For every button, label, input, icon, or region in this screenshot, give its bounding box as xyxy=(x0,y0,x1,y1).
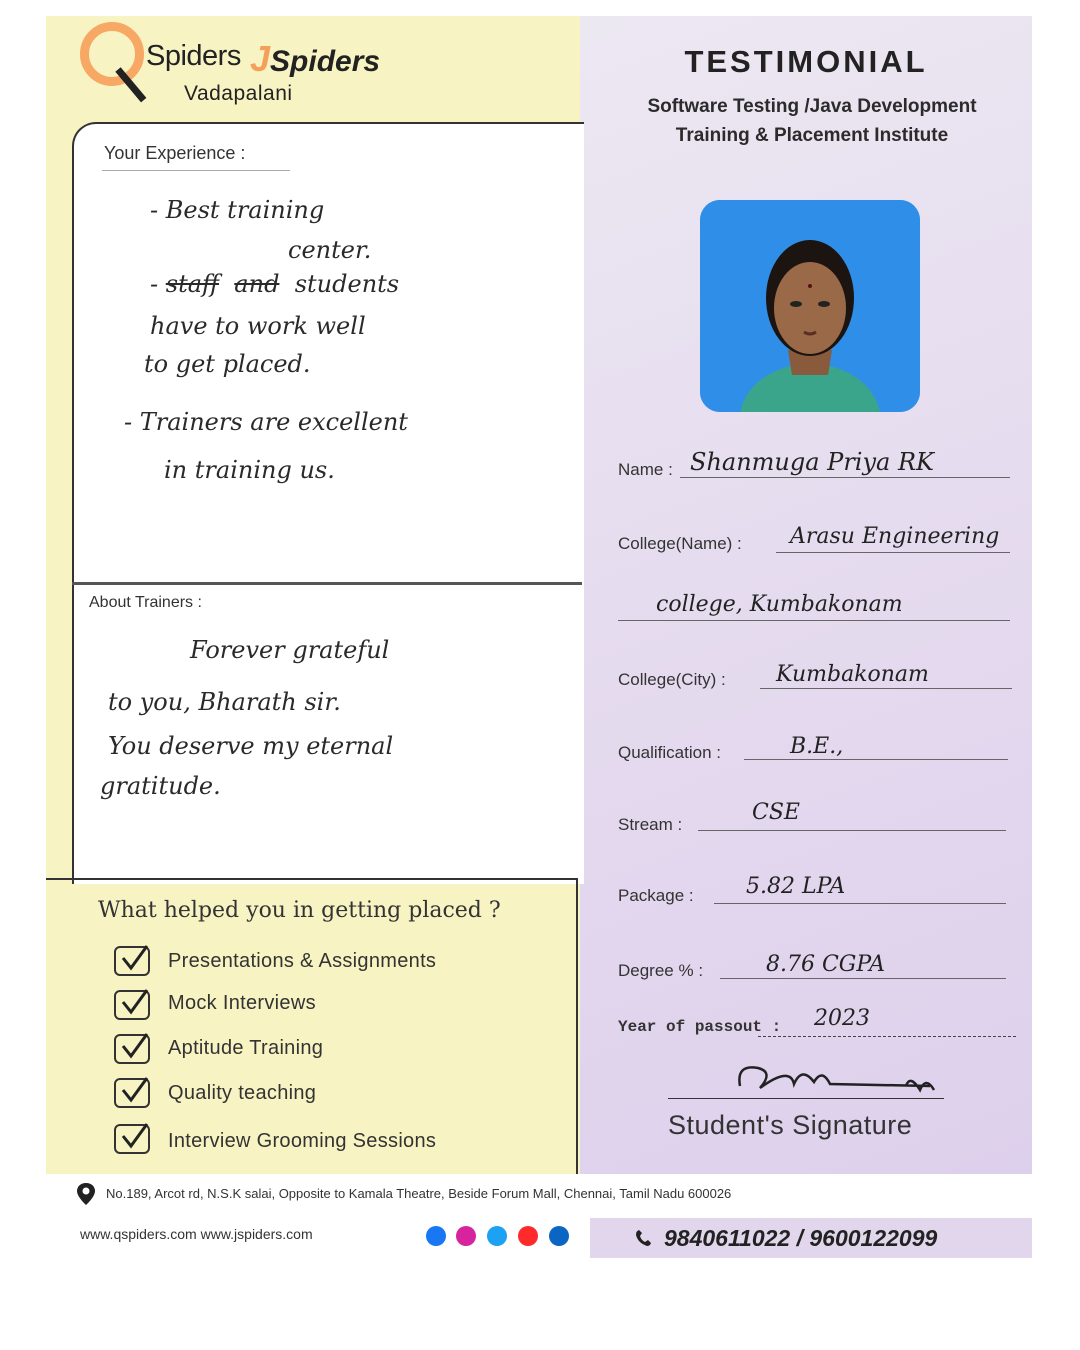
degree-value: 8.76 CGPA xyxy=(766,952,886,977)
jspiders-text: JSpiders xyxy=(250,38,381,79)
qualification-label: Qualification : xyxy=(618,743,721,762)
trainers-line: You deserve my eternal xyxy=(108,732,394,760)
package-label: Package : xyxy=(618,886,694,905)
trainers-label: About Trainers : xyxy=(89,594,202,611)
facebook-icon[interactable] xyxy=(426,1226,446,1246)
phone-numbers[interactable]: 9840611022 / 9600122099 xyxy=(664,1225,938,1251)
instagram-icon[interactable] xyxy=(456,1226,476,1246)
experience-line: have to work well xyxy=(150,312,366,340)
city-label: College(City) : xyxy=(618,670,726,689)
trainers-line: to you, Bharath sir. xyxy=(108,688,341,716)
footer-address: No.189, Arcot rd, N.S.K salai, Opposite to Kamala Theatre, Beside Forum Mall, Chennai, Tamil Nadu 600026 xyxy=(106,1186,732,1201)
experience-line: - staff and students xyxy=(150,270,400,298)
qualification-value: B.E., xyxy=(790,734,844,759)
city-value: Kumbakonam xyxy=(776,662,929,687)
help-item: Mock Interviews xyxy=(168,992,316,1014)
yop-value: 2023 xyxy=(814,1006,870,1031)
experience-line: center. xyxy=(288,236,372,264)
stream-value: CSE xyxy=(752,800,800,825)
q-logo-icon xyxy=(80,22,144,86)
checkbox-checked[interactable] xyxy=(114,946,150,976)
help-item: Interview Grooming Sessions xyxy=(168,1130,437,1152)
experience-line: - Best training xyxy=(150,196,325,224)
checkbox-checked[interactable] xyxy=(114,1034,150,1064)
twitter-icon[interactable] xyxy=(487,1226,507,1246)
help-item: Quality teaching xyxy=(168,1082,317,1104)
experience-line: in training us. xyxy=(164,456,335,484)
student-photo xyxy=(700,200,920,412)
college-label: College(Name) : xyxy=(618,534,742,553)
phone-icon xyxy=(634,1228,652,1248)
checkbox-checked[interactable] xyxy=(114,1124,150,1154)
yop-label: Year of passout : xyxy=(618,1018,782,1036)
degree-label: Degree % : xyxy=(618,961,704,980)
name-label: Name : xyxy=(618,460,673,479)
subtitle: Software Testing /Java Development Training & Placement Institute xyxy=(647,96,977,146)
trainers-line: gratitude. xyxy=(100,772,221,800)
signature-label: Student's Signature xyxy=(668,1110,913,1140)
help-item: Aptitude Training xyxy=(168,1037,324,1059)
brand-logo xyxy=(80,22,400,112)
page-title: TESTIMONIAL xyxy=(684,44,928,79)
footer-websites[interactable]: www.qspiders.com www.jspiders.com xyxy=(80,1226,313,1242)
qspiders-text: Spiders xyxy=(146,40,241,72)
experience-label: Your Experience : xyxy=(104,143,246,163)
experience-line: to get placed. xyxy=(144,350,311,378)
branch-location: Vadapalani xyxy=(184,82,293,105)
signature-scribble xyxy=(730,1056,960,1102)
trainers-line: Forever grateful xyxy=(190,636,390,664)
checkbox-checked[interactable] xyxy=(114,990,150,1020)
package-value: 5.82 LPA xyxy=(746,874,846,899)
linkedin-icon[interactable] xyxy=(549,1226,569,1246)
experience-line: - Trainers are excellent xyxy=(124,408,408,436)
youtube-icon[interactable] xyxy=(518,1226,538,1246)
help-item: Presentations & Assignments xyxy=(168,950,437,972)
help-title: What helped you in getting placed ? xyxy=(98,898,501,923)
name-value: Shanmuga Priya RK xyxy=(690,448,934,476)
stream-label: Stream : xyxy=(618,815,683,834)
college-value: Arasu Engineering xyxy=(790,524,1000,549)
checkbox-checked[interactable] xyxy=(114,1078,150,1108)
college-value-cont: college, Kumbakonam xyxy=(656,592,903,617)
location-pin-icon xyxy=(76,1182,96,1206)
